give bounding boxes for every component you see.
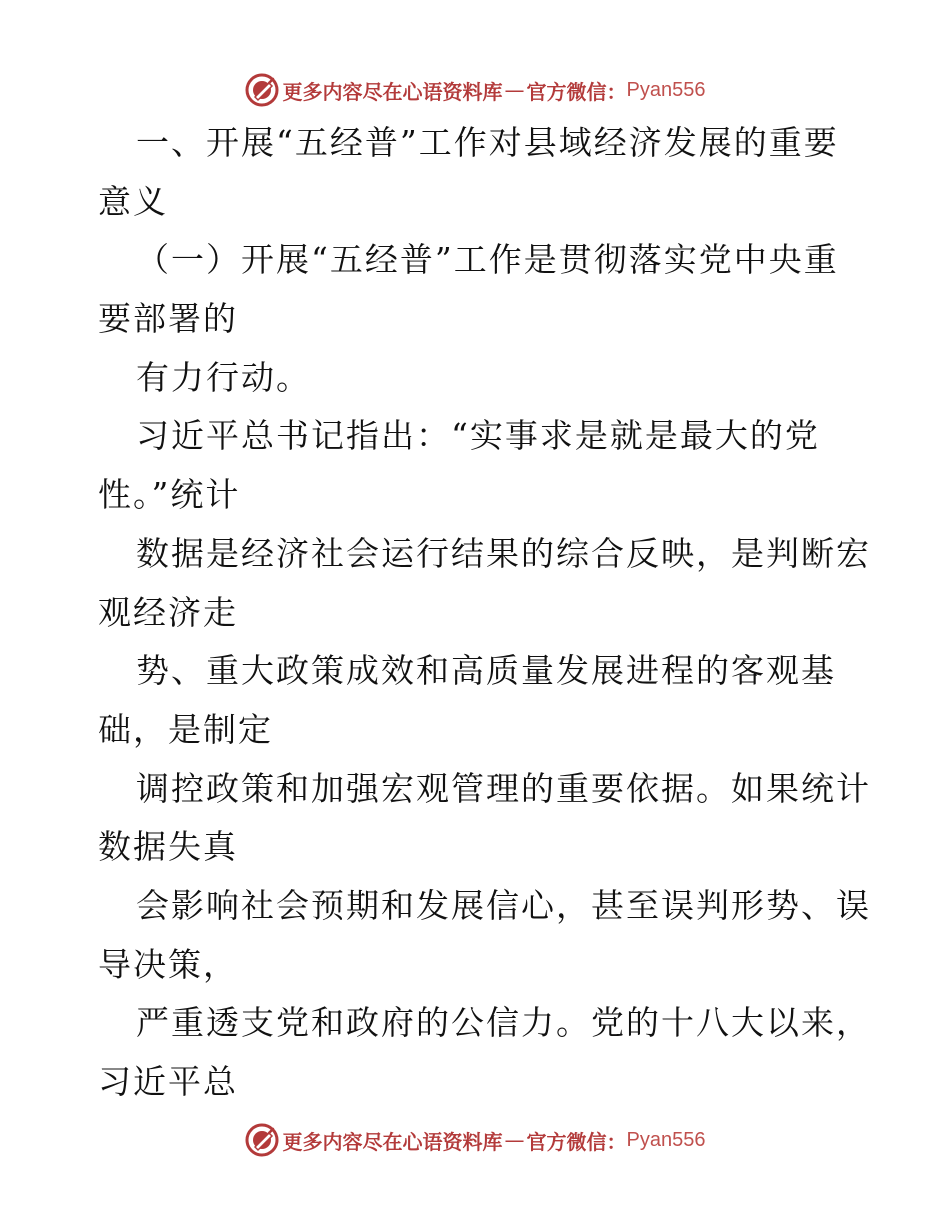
body-text-line: 础，是制定	[98, 709, 273, 749]
body-text-line: 会影响社会预期和发展信心，甚至误判形势、误	[136, 885, 871, 925]
body-text-line: 一、开展“五经普”工作对县域经济发展的重要	[136, 123, 839, 162]
header-watermark	[0, 70, 950, 110]
body-text-line: 严重透支党和政府的公信力。党的十八大以来，	[136, 1003, 871, 1043]
body-text-line: 要部署的	[98, 299, 238, 339]
body-text-line: 调控政策和加强宏观管理的重要依据。如果统计	[136, 768, 871, 808]
watermark-label: 官方微信：	[526, 79, 627, 104]
body-text-line: 意义	[98, 181, 168, 221]
body-text-line: 习近平总	[98, 1062, 238, 1101]
pen-seal-icon	[245, 1123, 279, 1157]
watermark-site-text: 更多内容尽在心语资料库	[282, 79, 503, 104]
body-text-line: （一）开展“五经普”工作是贯彻落实党中央重	[136, 240, 839, 280]
body-text-line: 有力行动。	[136, 357, 311, 397]
document-body	[98, 114, 871, 1112]
body-text-line: 观经济走	[98, 592, 238, 632]
body-text-line: 导决策，	[98, 944, 238, 984]
watermark-separator: —	[504, 78, 525, 102]
body-text-line: 数据失真	[98, 827, 238, 867]
pen-seal-icon	[245, 73, 279, 107]
watermark-wechat-id: Pyan556	[626, 1128, 706, 1151]
body-text-line: 势、重大政策成效和高质量发展进程的客观基	[136, 651, 836, 691]
footer-watermark	[0, 1120, 950, 1160]
watermark-separator: —	[504, 1128, 525, 1152]
body-text-line: 习近平总书记指出：“实事求是就是最大的党	[136, 416, 820, 456]
watermark-site-text: 更多内容尽在心语资料库	[282, 1129, 503, 1154]
body-text-line: 数据是经济社会运行结果的综合反映，是判断宏	[136, 533, 871, 573]
body-text-line: 性。”统计	[98, 475, 241, 515]
watermark-label: 官方微信：	[526, 1129, 627, 1154]
watermark-wechat-id: Pyan556	[626, 78, 706, 101]
